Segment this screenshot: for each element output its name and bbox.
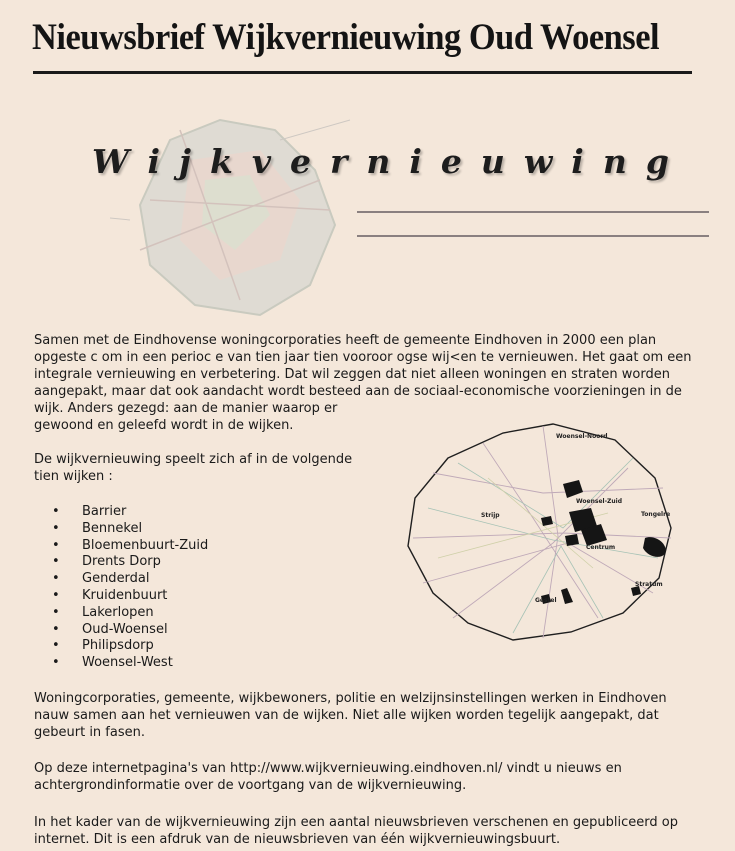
intro-line: wijk. Anders gezegd: aan de manier waarop er (34, 401, 338, 416)
list-intro-line: tien wijken : (34, 469, 113, 484)
newsletters-line: In het kader van de wijkvernieuwing zijn een aantal nieuwsbrieven verschenen en gepubliceerd op (34, 815, 678, 830)
map-label-centrum: Centrum (586, 544, 616, 551)
district-item: • Philipsdorp (52, 638, 208, 655)
district-item: • Bennekel (52, 521, 208, 538)
intro-line: aangepakt, maar dat ook aandacht wordt besteed aan de sociaal-economische voorzieningen in de (34, 384, 682, 399)
map-label-stratum: Stratum (635, 581, 663, 588)
title-rule-bottom (357, 235, 709, 237)
section-title: Wijkvernieuwing (92, 142, 688, 181)
district-item: • Drents Dorp (52, 554, 208, 571)
cooperation-line: nauw samen aan het vernieuwen van de wijken. Niet alle wijken worden tegelijk aangepakt, dat (34, 708, 659, 723)
masthead-title: Nieuwsbrief Wijkvernieuwing Oud Woensel (32, 17, 660, 58)
district-item: • Kruidenbuurt (52, 588, 208, 605)
map-label-strijp: Strijp (481, 512, 500, 519)
district-item: • Genderdal (52, 571, 208, 588)
intro-line: Samen met de Eindhovense woningcorporaties heeft de gemeente Eindhoven in 2000 een plan (34, 333, 657, 348)
map-label-gestel: Gestel (535, 597, 557, 604)
district-item: • Lakerlopen (52, 605, 208, 622)
district-map (393, 418, 683, 646)
website-line: achtergrondinformatie over de voortgang van de wijkvernieuwing. (34, 778, 467, 793)
map-label-woensel-noord: Woensel-Noord (556, 433, 608, 440)
intro-line: opgeste c om in een perioc e van tien jaar tien vooroor ogse wij<en te vernieuwen. Het gaat om een (34, 350, 692, 365)
intro-line: integrale vernieuwing en verbetering. Dat wil zeggen dat niet alleen woningen en straten worden (34, 367, 670, 382)
map-label-tongelre: Tongelre (641, 511, 671, 518)
cooperation-line: Woningcorporaties, gemeente, wijkbewoners, politie en welzijnsinstellingen werken in Eindhoven (34, 691, 667, 706)
list-intro-line: De wijkvernieuwing speelt zich af in de volgende (34, 452, 353, 467)
website-line: Op deze internetpagina's van http://www.wijkvernieuwing.eindhoven.nl/ vindt u nieuws en (34, 761, 622, 776)
masthead-underline (33, 71, 692, 74)
map-label-woensel-zuid: Woensel-Zuid (576, 498, 623, 505)
district-marker (565, 534, 579, 546)
district-item: • Woensel-West (52, 655, 208, 672)
title-rule-top (357, 211, 709, 213)
district-item: • Oud-Woensel (52, 622, 208, 639)
district-list (52, 504, 208, 672)
cooperation-line: gebeurt in fasen. (34, 725, 145, 740)
intro-line: gewoond en geleefd wordt in de wijken. (34, 418, 294, 433)
faded-map-illustration (110, 100, 370, 325)
district-item: • Barrier (52, 504, 208, 521)
newsletters-line: internet. Dit is een afdruk van de nieuwsbrieven van één wijkvernieuwingsbuurt. (34, 832, 561, 847)
district-item: • Bloemenbuurt-Zuid (52, 538, 208, 555)
